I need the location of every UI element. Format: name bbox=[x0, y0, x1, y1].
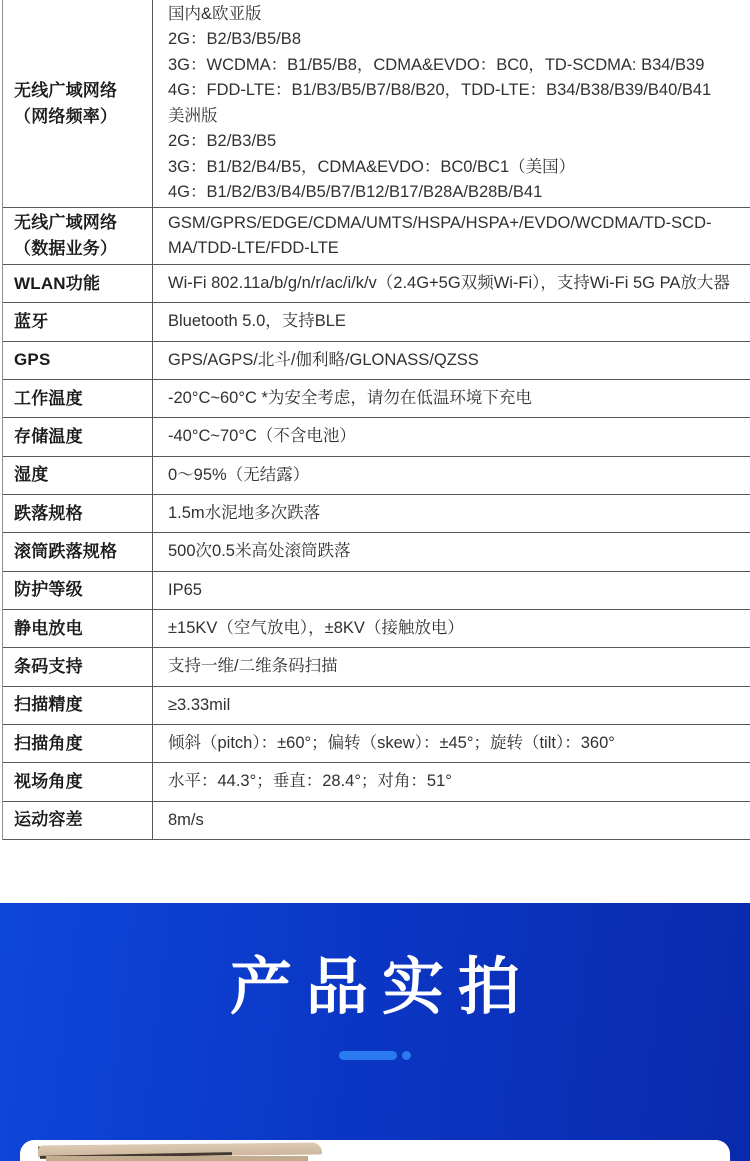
spec-row bbox=[3, 342, 750, 380]
spec-value-line: ±15KV（空气放电），±8KV（接触放电） bbox=[168, 618, 464, 637]
spec-label bbox=[3, 342, 153, 379]
spec-value-line: 1.5m水泥地多次跌落 bbox=[168, 503, 321, 522]
spec-label-line: （数据业务） bbox=[14, 239, 118, 258]
spec-label bbox=[3, 533, 153, 570]
spec-value-line: 倾斜（pitch）：±60°；偏转（skew）：±45°；旋转（tilt）：360° bbox=[168, 733, 615, 752]
spec-row bbox=[3, 418, 750, 456]
spec-value bbox=[153, 572, 750, 609]
spec-label bbox=[3, 418, 153, 455]
spec-label bbox=[3, 0, 153, 207]
spec-label bbox=[3, 303, 153, 340]
spec-value-line: 美洲版 bbox=[168, 106, 218, 125]
spec-label-line: 运动容差 bbox=[14, 810, 83, 830]
spec-value bbox=[153, 763, 750, 800]
spec-label-line: 静电放电 bbox=[14, 618, 83, 638]
spec-value bbox=[153, 303, 750, 340]
spec-value bbox=[153, 208, 750, 264]
spec-label-line: 工作温度 bbox=[14, 388, 83, 408]
spec-value-line: 3G：B1/B2/B4/B5，CDMA&EVDO：BC0/BC1（美国） bbox=[168, 157, 576, 176]
spec-label-line: （网络频率） bbox=[14, 106, 118, 126]
spec-value-line: ≥3.33mil bbox=[168, 695, 231, 714]
spec-value bbox=[153, 725, 750, 762]
title-underline-decoration bbox=[0, 1051, 750, 1060]
spec-row bbox=[3, 303, 750, 341]
spec-value-line: GSM/GPRS/EDGE/CDMA/UMTS/HSPA/HSPA+/EVDO/WCDMA/TD-SCD- bbox=[168, 213, 712, 232]
spec-label bbox=[3, 380, 153, 417]
spec-value-line: 2G：B2/B3/B5 bbox=[168, 132, 277, 150]
spec-value-line: GPS/AGPS/北斗/伽利略/GLONASS/QZSS bbox=[168, 350, 479, 369]
spec-value bbox=[153, 457, 750, 494]
spec-value-line: 500次0.5米高处滚筒跌落 bbox=[168, 542, 351, 561]
spec-value bbox=[153, 802, 750, 839]
spec-label bbox=[3, 265, 153, 302]
spec-label-line: GPS bbox=[14, 350, 51, 370]
spec-row bbox=[3, 572, 750, 610]
spec-label-line: WLAN功能 bbox=[14, 273, 101, 293]
spec-value-line: 支持一维/二维条码扫描 bbox=[168, 657, 338, 676]
spec-label-line: 无线广域网络 bbox=[14, 80, 118, 100]
spec-value bbox=[153, 0, 750, 207]
spec-row bbox=[3, 687, 750, 725]
spec-value-line: IP65 bbox=[168, 580, 202, 599]
section-title: 产品实拍 bbox=[229, 953, 534, 1022]
spec-value-line: 3G：WCDMA：B1/B5/B8，CDMA&EVDO：BC0，TD-SCDMA: B34/B39 bbox=[168, 55, 705, 74]
spec-value-line: -40°C~70°C（不含电池） bbox=[168, 427, 356, 446]
spec-value-line: MA/TDD-LTE/FDD-LTE bbox=[168, 239, 339, 257]
spec-value-line: 0～95%（无结露） bbox=[168, 465, 310, 484]
spec-label-line: 扫描精度 bbox=[14, 695, 83, 715]
spec-value-line: Bluetooth 5.0，支持BLE bbox=[168, 312, 346, 331]
spec-label bbox=[3, 763, 153, 800]
spec-label-line: 扫描角度 bbox=[14, 733, 83, 753]
spec-value bbox=[153, 418, 750, 455]
product-photos-section bbox=[0, 903, 750, 1161]
spec-value bbox=[153, 265, 750, 302]
spec-value bbox=[153, 380, 750, 417]
spec-label-line: 存储温度 bbox=[14, 426, 83, 446]
spec-label bbox=[3, 457, 153, 494]
spec-value-line: 4G：FDD-LTE：B1/B3/B5/B7/B8/B20，TDD-LTE：B34/B38/B39/B40/B41 bbox=[168, 81, 712, 99]
spec-label-line: 湿度 bbox=[14, 465, 49, 485]
spec-value-line: 国内&欧亚版 bbox=[168, 4, 262, 23]
spec-row bbox=[3, 495, 750, 533]
spec-row bbox=[3, 457, 750, 495]
spec-label-line: 条码支持 bbox=[14, 656, 83, 676]
spec-value bbox=[153, 687, 750, 724]
spec-value-line: 4G：B1/B2/B3/B4/B5/B7/B12/B17/B28A/B28B/B41 bbox=[168, 183, 543, 201]
spec-row bbox=[3, 725, 750, 763]
spec-value bbox=[153, 648, 750, 685]
spec-label-line: 防护等级 bbox=[14, 580, 83, 600]
underline-dot-icon bbox=[402, 1051, 411, 1060]
spec-label-line: 无线广域网络 bbox=[14, 213, 118, 232]
spec-row bbox=[3, 208, 750, 265]
spec-row bbox=[3, 648, 750, 686]
underline-dash-icon bbox=[339, 1051, 397, 1060]
spec-label-line: 跌落规格 bbox=[14, 503, 83, 523]
spec-label bbox=[3, 802, 153, 839]
spec-value-line: 8m/s bbox=[168, 810, 204, 829]
spec-value-line: Wi-Fi 802.11a/b/g/n/r/ac/i/k/v（2.4G+5G双频Wi-Fi），支持Wi-Fi 5G PA放大器 bbox=[168, 273, 730, 292]
spec-label bbox=[3, 725, 153, 762]
spec-label bbox=[3, 610, 153, 647]
spec-value-line: 水平：44.3°；垂直：28.4°；对角：51° bbox=[168, 772, 452, 791]
spec-label-line: 视场角度 bbox=[14, 771, 83, 791]
product-photo-card bbox=[20, 1140, 730, 1161]
spec-value bbox=[153, 533, 750, 570]
spec-row bbox=[3, 265, 750, 303]
spec-value bbox=[153, 342, 750, 379]
spec-value bbox=[153, 610, 750, 647]
spec-row bbox=[3, 533, 750, 571]
spec-label-line: 滚筒跌落规格 bbox=[14, 541, 118, 561]
spec-table bbox=[2, 0, 750, 840]
spec-value bbox=[153, 495, 750, 532]
spec-label bbox=[3, 495, 153, 532]
spec-label bbox=[3, 208, 153, 264]
spec-value-line: -20°C~60°C *为安全考虑，请勿在低温环境下充电 bbox=[168, 388, 532, 407]
spec-row bbox=[3, 763, 750, 801]
box-front-shape bbox=[46, 1156, 308, 1161]
spec-label bbox=[3, 687, 153, 724]
spec-row bbox=[3, 802, 750, 840]
spec-row bbox=[3, 0, 750, 208]
spec-value-line: 2G：B2/B3/B5/B8 bbox=[168, 30, 301, 48]
spec-label bbox=[3, 648, 153, 685]
spec-row bbox=[3, 380, 750, 418]
spec-label bbox=[3, 572, 153, 609]
spec-row bbox=[3, 610, 750, 648]
spec-label-line: 蓝牙 bbox=[14, 311, 49, 331]
